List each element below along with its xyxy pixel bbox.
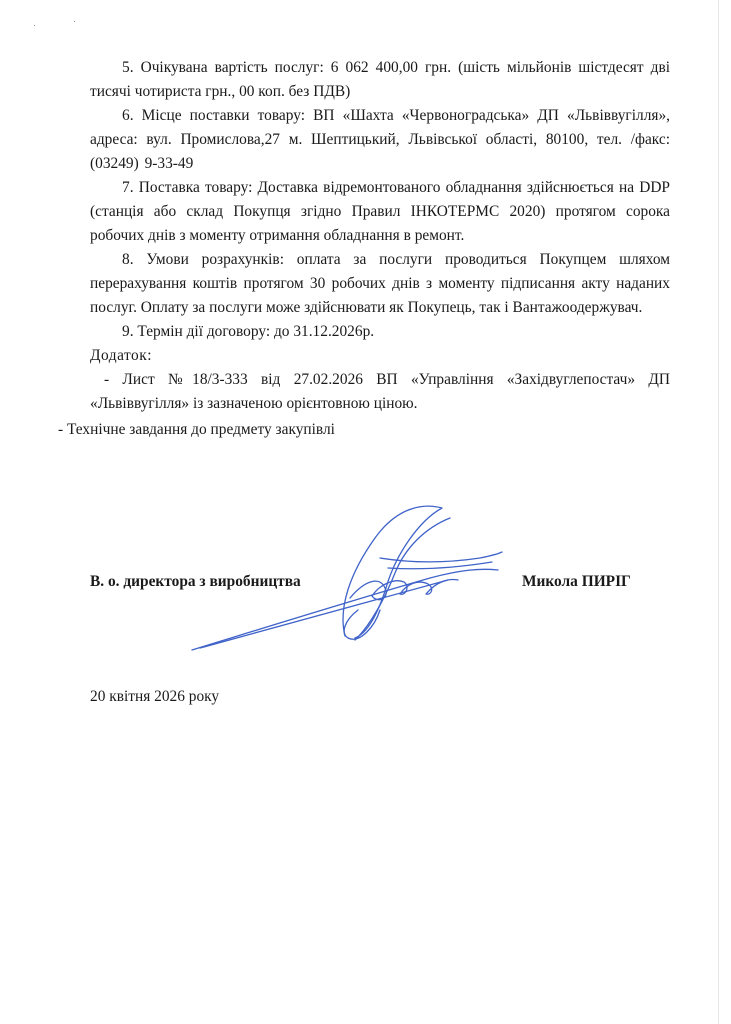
attachments-title: Додаток: <box>90 347 152 364</box>
scan-edge-line <box>718 0 719 1024</box>
document-body <box>90 56 670 416</box>
scan-speck <box>74 21 75 22</box>
scan-speck <box>34 25 35 26</box>
item-8-payment-terms: 8. Умови розрахунків: оплата за послуги проводиться Покупцем шляхом перерахування коштів протягом 30 робочих днів з моменту підписання акту наданих послуг. Оплату за послуги може здійснювати як Покупець, так і Вантажоодержувач. <box>90 251 670 316</box>
document-date: 20 квітня 2026 року <box>90 688 220 705</box>
item-5-expected-cost: 5. Очікувана вартість послуг: 6 062 400,00 грн. (шість мільйонів шістдесят дві тисячі чотириста грн., 00 коп. без ПДВ) <box>90 59 670 100</box>
item-6-delivery-place: 6. Місце поставки товару: ВП «Шахта «Червоноградська» ДП «Львіввугілля», адреса: вул. Промислова,27 м. Шептицький, Львівської області, 80100, тел. /факс: (03249) 9-33-49 <box>90 107 670 172</box>
signatory-name: Микола ПИРІГ <box>522 573 631 590</box>
item-9-contract-term: 9. Термін дії договору: до 31.12.2026р. <box>122 323 375 340</box>
signatory-position: В. о. директора з виробництва <box>90 573 301 590</box>
attachment-item-1: - Лист №18/3-333 від 27.02.2026 ВП «Управління «Західвуглепостач» ДП «Львіввугілля» із зазначеною орієнтовною ціною. <box>90 371 670 412</box>
attachment-item-2: - Технічне завдання до предмету закупівлі <box>58 421 335 438</box>
handwritten-signature-icon <box>180 498 520 658</box>
item-7-delivery-terms: 7. Поставка товару: Доставка відремонтованого обладнання здійснюється на DDP (станція або склад Покупця згідно Правил ІНКОТЕРМС 2020) протягом сорока робочих днів з моменту отримання обладнання в ремонт. <box>90 179 670 244</box>
